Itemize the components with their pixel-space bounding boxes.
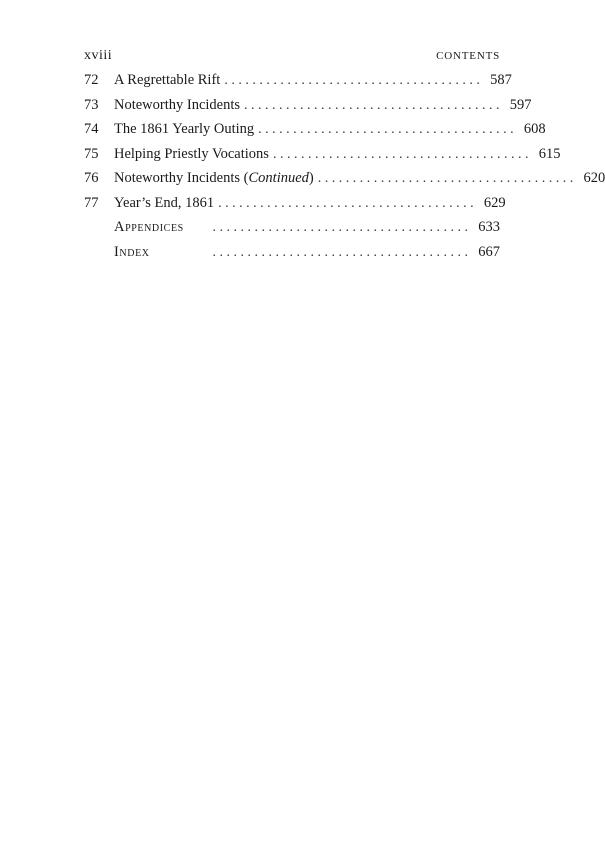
index-title: Index	[114, 242, 154, 262]
chapter-title-end: )	[308, 170, 314, 186]
dot-leader: . . . . . . . . . . . . . . . . . . . . . . . . . . . . . . . . . . . . .	[258, 122, 514, 137]
table-of-contents	[84, 70, 605, 266]
dot-leader: . . . . . . . . . . . . . . . . . . . . . . . . . . . . . . . . . . . . .	[224, 73, 480, 88]
page-folio: xviii	[84, 48, 113, 63]
page-header	[84, 48, 500, 66]
toc-entry	[84, 95, 532, 120]
dot-leader: . . . . . . . . . . . . . . . . . . . . . . . . . . . . . . . . . . . . .	[244, 97, 500, 113]
chapter-number: 75	[84, 145, 99, 162]
toc-entry-index	[84, 242, 500, 267]
page-number: 620	[583, 170, 605, 186]
page-number: 615	[538, 145, 561, 162]
chapter-title: Helping Priestly Vocations	[114, 144, 273, 164]
chapter-title: A Regrettable Rift	[114, 70, 224, 90]
chapter-number: 74	[84, 121, 99, 137]
toc-entry	[84, 70, 512, 95]
dot-leader: . . . . . . . . . . . . . . . . . . . . . . . . . . . . . . . . . . . . .	[218, 195, 474, 211]
toc-entry	[84, 193, 506, 218]
chapter-number: 76	[84, 170, 99, 186]
running-head: CONTENTS	[436, 50, 500, 62]
chapter-title	[114, 168, 318, 188]
appendices-title: Appendices	[114, 217, 188, 237]
page-number: 629	[483, 194, 506, 211]
chapter-title-italic: Continued	[248, 170, 309, 186]
page-number: 587	[490, 72, 512, 88]
dot-leader: . . . . . . . . . . . . . . . . . . . . . . . . . . . . . . . . . . . . .	[212, 244, 468, 260]
page-number: 597	[509, 96, 532, 113]
dot-leader: . . . . . . . . . . . . . . . . . . . . . . . . . . . . . . . . . . . . .	[212, 220, 468, 235]
page-number: 608	[523, 121, 546, 137]
toc-entry	[84, 168, 605, 193]
page-number: 667	[478, 243, 500, 260]
chapter-title: The 1861 Yearly Outing	[114, 119, 258, 139]
chapter-number: 77	[84, 194, 99, 211]
dot-leader: . . . . . . . . . . . . . . . . . . . . . . . . . . . . . . . . . . . . .	[317, 171, 574, 186]
toc-entry	[84, 119, 546, 144]
page-number: 633	[478, 219, 500, 235]
chapter-title: Noteworthy Incidents	[114, 95, 244, 115]
chapter-title: Year’s End, 1861	[114, 193, 218, 213]
chapter-number: 72	[84, 72, 99, 88]
toc-entry-appendices	[84, 217, 500, 242]
chapter-number: 73	[84, 96, 99, 113]
dot-leader: . . . . . . . . . . . . . . . . . . . . . . . . . . . . . . . . . . . . .	[272, 146, 529, 162]
toc-entry	[84, 144, 561, 169]
chapter-title-start: Noteworthy Incidents (	[114, 170, 249, 186]
